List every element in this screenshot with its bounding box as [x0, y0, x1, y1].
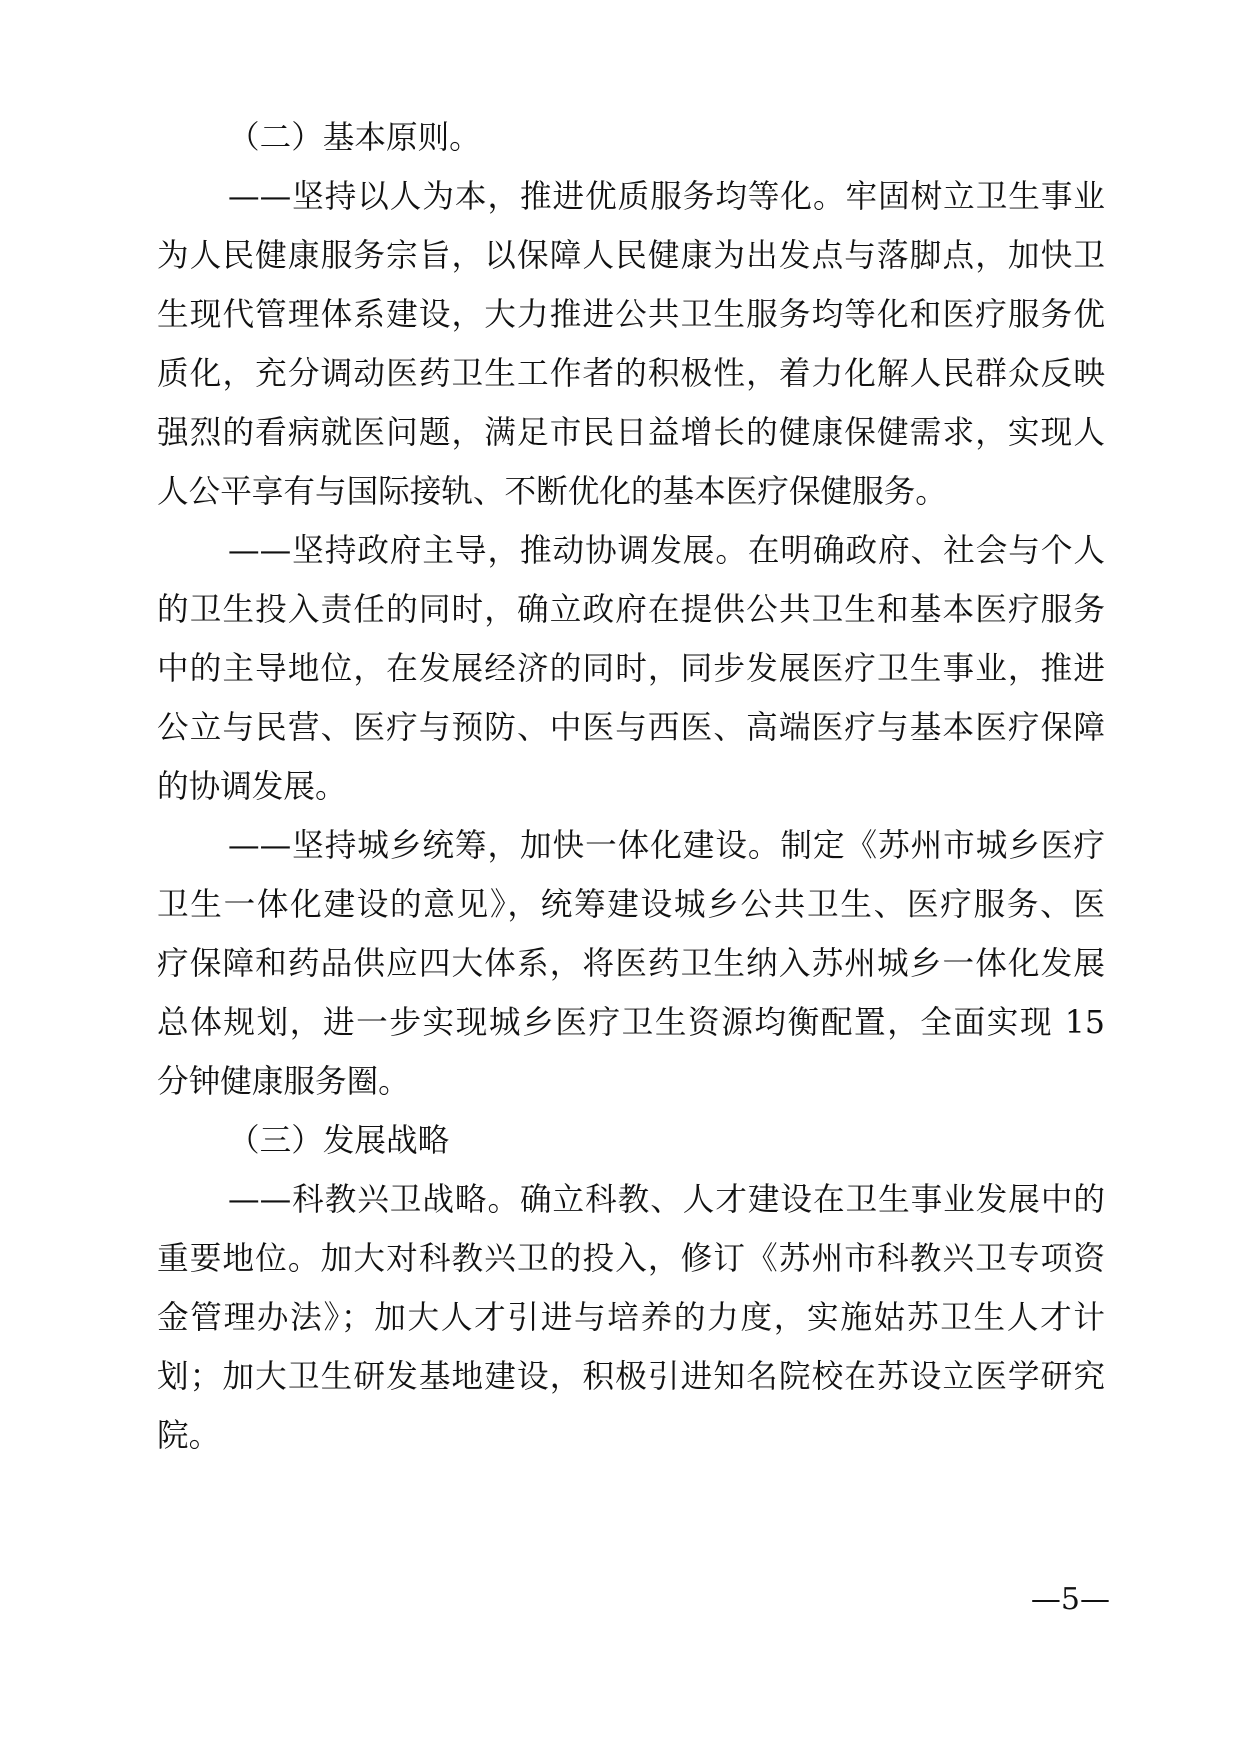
paragraph-line: 人公平享有与国际接轨、不断优化的基本医疗保健服务。 [157, 474, 947, 510]
paragraph-line: 中的主导地位，在发展经济的同时，同步发展医疗卫生事业，推进 [157, 651, 1105, 687]
paragraph-line: 疗保障和药品供应四大体系，将医药卫生纳入苏州城乡一体化发展 [157, 946, 1105, 982]
paragraph-line: ——坚持以人为本，推进优质服务均等化。牢固树立卫生事业 [228, 179, 1105, 215]
paragraph-line: 强烈的看病就医问题，满足市民日益增长的健康保健需求，实现人 [157, 415, 1105, 451]
page-number: —5— [1030, 1582, 1110, 1617]
paragraph-line: 的协调发展。 [157, 769, 347, 805]
paragraph-line: 重要地位。加大对科教兴卫的投入，修订《苏州市科教兴卫专项资 [157, 1241, 1105, 1277]
paragraph-line: 质化，充分调动医药卫生工作者的积极性，着力化解人民群众反映 [157, 356, 1105, 392]
paragraph-line: ——坚持城乡统筹，加快一体化建设。制定《苏州市城乡医疗 [228, 828, 1105, 864]
paragraph-line: 生现代管理体系建设，大力推进公共卫生服务均等化和医疗服务优 [157, 297, 1105, 333]
paragraph-line: 的卫生投入责任的同时，确立政府在提供公共卫生和基本医疗服务 [157, 592, 1105, 628]
section-heading-basic-principles: （二）基本原则。 [228, 120, 481, 156]
paragraph-line: 院。 [157, 1418, 221, 1454]
paragraph-line: 总体规划，进一步实现城乡医疗卫生资源均衡配置，全面实现 15 [157, 1005, 1105, 1041]
paragraph-line: 公立与民营、医疗与预防、中医与西医、高端医疗与基本医疗保障 [157, 710, 1105, 746]
section-heading-development-strategy: （三）发展战略 [228, 1123, 450, 1159]
paragraph-line: ——科教兴卫战略。确立科教、人才建设在卫生事业发展中的 [228, 1182, 1105, 1218]
paragraph-line: 金管理办法》；加大人才引进与培养的力度，实施姑苏卫生人才计 [157, 1300, 1105, 1336]
paragraph-line: 划；加大卫生研发基地建设，积极引进知名院校在苏设立医学研究 [157, 1359, 1105, 1395]
paragraph-line: 分钟健康服务圈。 [157, 1064, 410, 1100]
paragraph-line: ——坚持政府主导，推动协调发展。在明确政府、社会与个人 [228, 533, 1105, 569]
paragraph-line: 卫生一体化建设的意见》，统筹建设城乡公共卫生、医疗服务、医 [157, 887, 1105, 923]
paragraph-line: 为人民健康服务宗旨，以保障人民健康为出发点与落脚点，加快卫 [157, 238, 1105, 274]
